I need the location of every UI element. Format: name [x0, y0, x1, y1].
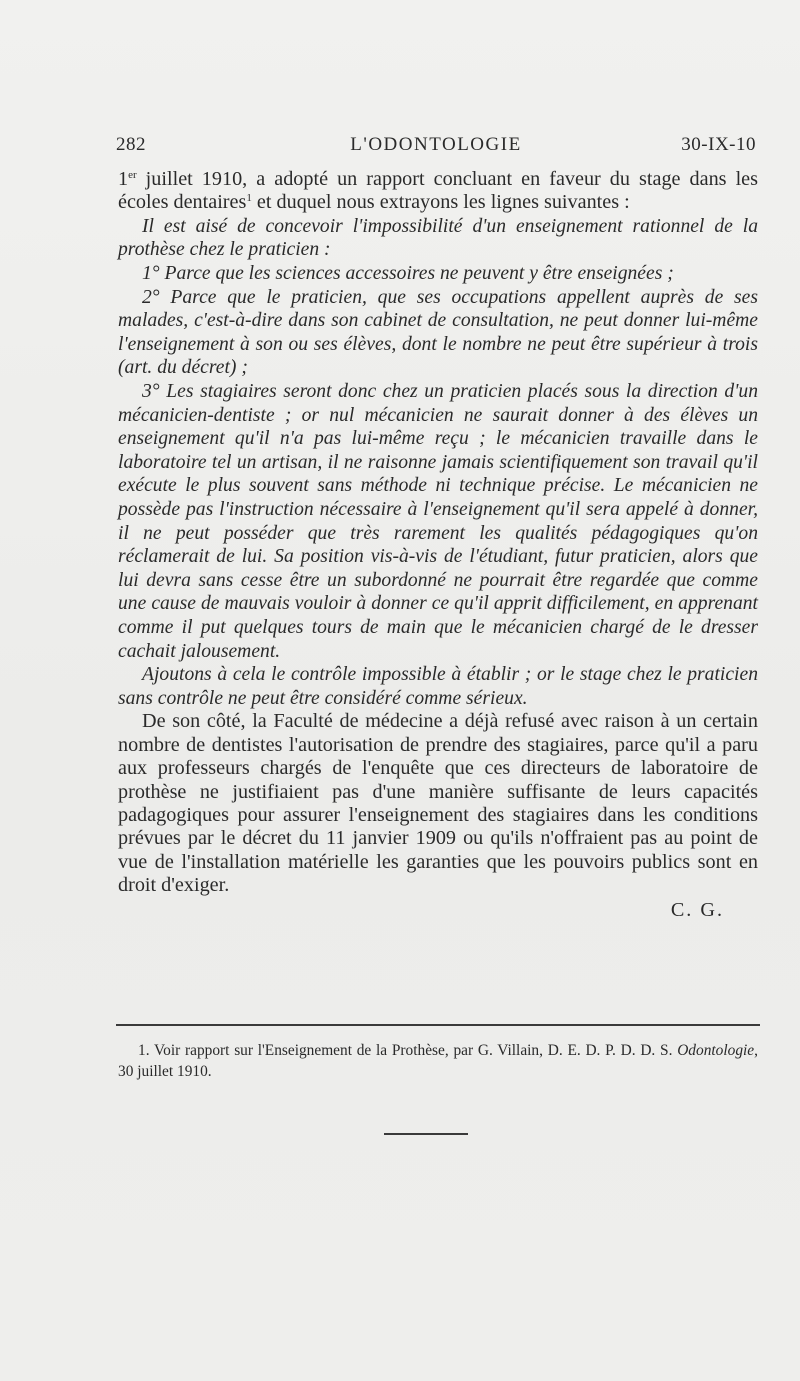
date-day: 1	[118, 168, 129, 190]
footnote-text-a: Voir rapport sur l'Enseignement de la Prothèse, par G. Villain, D. E. D. P. D. D. S.	[149, 1042, 678, 1059]
quote-paragraph: Il est aisé de concevoir l'impossibilité d'un enseignement rationnel de la prothèse chez le praticien :	[118, 215, 758, 261]
quote-point-3: 3° Les stagiaires seront donc chez un praticien placés sous la direction d'un mécanicien-dentiste ; or nul mécanicien ne saurait donner à des élèves un enseignement qu'il n'a pas lui-même reçu ; le mécanicien travaille dans le laboratoire tel un artisan, il ne raisonne jamais scientifiquement son travail qu'il exécute le plus souvent sans méthode ni technique précise. Le mécanicien ne possède pas l'instruction nécessaire à l'enseignement qu'il sera appelé à donner, il ne peut posséder que très rarement les qualités pédagogiques qu'on réclamerait de lui. Sa position vis-à-vis de l'étudiant, futur praticien, alors que lui devra sans cesse être un subordonné ne pourrait être regardée que comme une cause de mauvais vouloir à donner ce qu'il apprit difficilement, en apprenant comme il put quelques tours de main que le mécanicien chargé de le dresser cachait jalousement.	[118, 380, 758, 662]
footnote-divider	[116, 1024, 760, 1026]
page-header	[116, 134, 756, 160]
date-superscript: er	[128, 169, 137, 181]
intro-paragraph	[118, 168, 758, 215]
intro-text-a: juillet 1910, a adopté un rapport concluant en faveur du stage dans les écoles dentaires	[118, 168, 758, 214]
footnote-source-title: Odontologie	[677, 1042, 755, 1059]
quote-point-1: 1° Parce que les sciences accessoires ne peuvent y être enseignées ;	[142, 263, 674, 284]
page-number: 282	[116, 134, 146, 155]
quote-point-2: 2° Parce que le praticien, que ses occupations appellent auprès de ses malades, c'est-à-dire dans son cabinet de consultation, ne peut donner lui-même l'enseignement à son ou ses élèves, dont le nombre ne peut être supérieur à trois (art. du décret) ;	[118, 286, 758, 379]
footnote-reference[interactable]: 1	[246, 192, 252, 205]
running-title: L'ODONTOLOGIE	[350, 134, 522, 155]
author-signature: C. G.	[670, 898, 724, 921]
intro-text-b: et duquel nous extrayons les lignes suivantes :	[251, 191, 630, 214]
end-of-article-rule	[384, 1133, 468, 1135]
faculty-paragraph: De son côté, la Faculté de médecine a déjà refusé avec raison à un certain nombre de dentistes l'autorisation de prendre des stagiaires, parce qu'il a paru aux professeurs chargés de l'enquête que ces directeurs de laboratoire de prothèse ne justifiaient pas d'une manière suffisante de leurs capacités padagogiques pour assurer l'enseignement des stagiaires dans les conditions prévues par le décret du 11 janvier 1909 ou qu'ils n'offraient pas au point de vue de l'installation matérielle les garanties que les pouvoirs publics sont en droit d'exiger.	[118, 710, 758, 897]
quote-conclusion: Ajoutons à cela le contrôle impossible à établir ; or le stage chez le praticien sans contrôle ne peut être considéré comme sérieux.	[118, 664, 758, 709]
footnote-marker: 1.	[138, 1042, 150, 1059]
footnote-text-b: , 30 juillet 1910.	[118, 1042, 758, 1080]
footnote	[118, 1040, 758, 1082]
article-body	[118, 168, 758, 922]
issue-date: 30-IX-10	[681, 134, 756, 155]
